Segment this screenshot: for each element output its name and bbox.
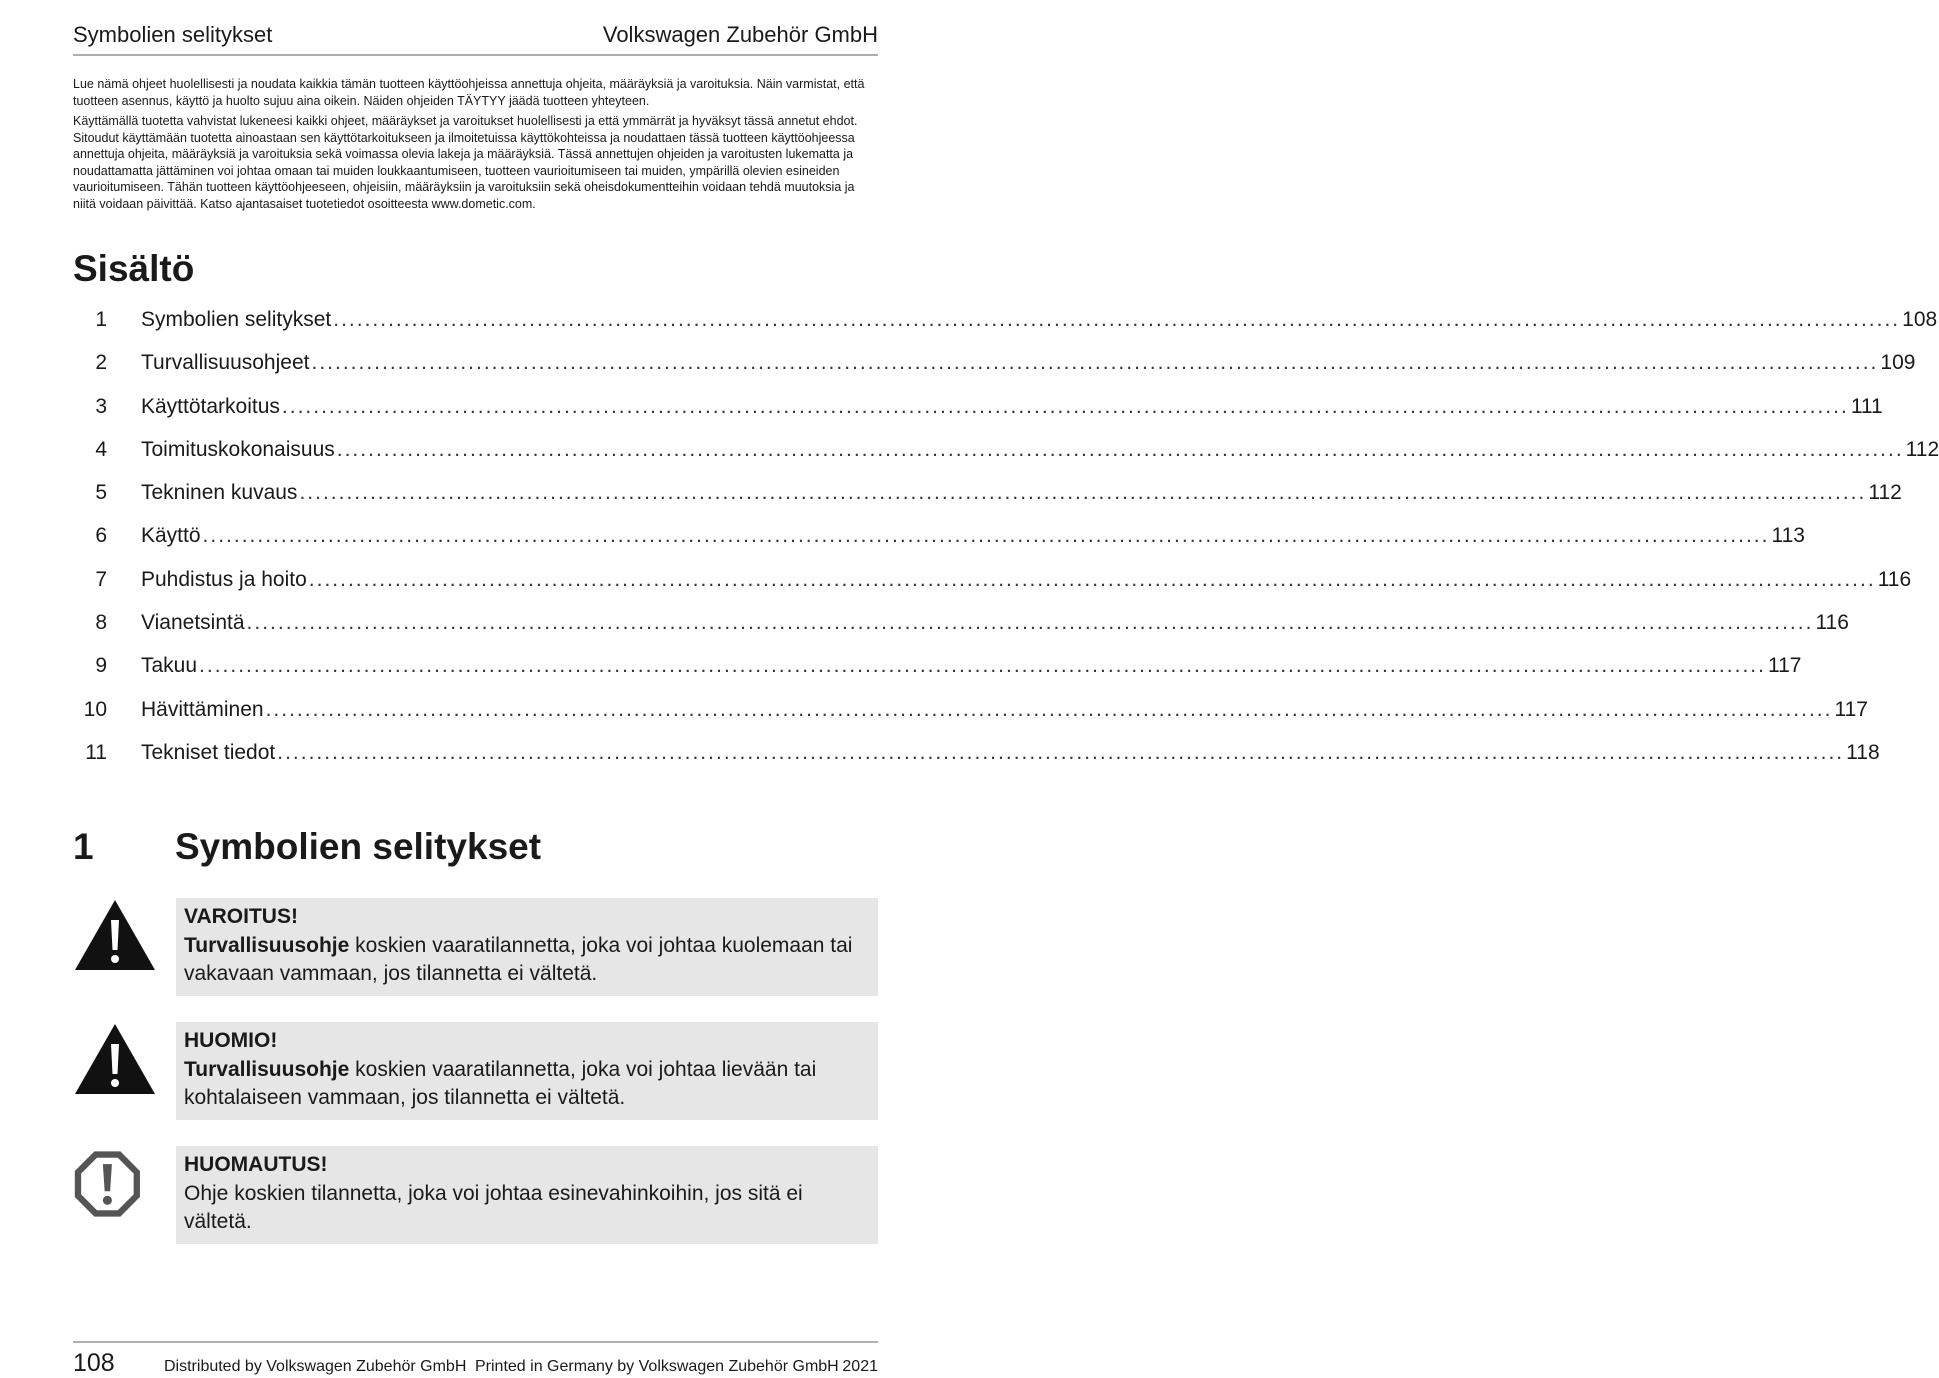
toc-leader-dots: ........................................................................................................................................................................................................ xyxy=(299,481,1867,505)
toc-item-page: 108 xyxy=(1902,308,1938,331)
toc-item[interactable] xyxy=(73,394,1883,438)
notice-text: koskien vaaratilannetta, joka voi johtaa kuolemaan tai vakavaan vammaan, jos tilannetta ei vältetä. xyxy=(184,933,853,985)
toc-item-label: Toimituskokonaisuus xyxy=(141,437,335,461)
toc-leader-dots: ........................................................................................................................................................................................................ xyxy=(308,567,1876,591)
toc-title: Sisältö xyxy=(73,248,195,289)
toc-item-number: 3 xyxy=(95,394,107,418)
notice-heading: HUOMAUTUS! xyxy=(184,1153,328,1176)
header-section-title: Symbolien selitykset xyxy=(73,22,273,47)
toc-item-number: 11 xyxy=(85,740,107,764)
toc-item-label: Vianetsintä xyxy=(141,611,245,635)
warning-box xyxy=(176,898,878,996)
toc-item[interactable] xyxy=(73,437,1939,481)
warning-triangle-icon xyxy=(73,898,157,974)
toc-item-page: 109 xyxy=(1880,351,1916,375)
intro-paragraph-2: Käyttämällä tuotetta vahvistat lukeneesi kaikki ohjeet, määräykset ja varoitukset huolellisesti ja että ymmärrät ja hyväksyt tässä annetut ehdot. Sitoudut käyttämään tuotetta ainoastaan sen käyttötarkoitukseen ja ilmoitetuissa käyttökohteissa ja noudattaen tässä tuotteen käyttöohjeessa annettuja ohjeita, määräyksiä ja varoituksia sekä voimassa olevia lakeja ja määräyksiä. Tässä annettujen ohjeiden ja varoitusten lukematta ja noudattamatta jättäminen voi johtaa omaan tai muiden loukkaantumiseen, tuotteen vaurioitumiseen tai muiden, ympärillä olevien esineiden vaurioitumiseen. Tähän tuotteen käyttöohjeeseen, ohjeisiin, määräyksiin ja varoituksiin sekä oheisdokumentteihin voidaan tehdä muutoksia ja niitä voidaan päivittää. Katso ajantasaiset tuotetiedot osoitteesta www.dometic.com. xyxy=(73,114,858,211)
toc-item-page: 112 xyxy=(1905,437,1939,461)
toc-item-page: 116 xyxy=(1815,611,1849,635)
toc-item-page: 111 xyxy=(1850,394,1883,418)
intro-text xyxy=(73,76,878,216)
notice-bold-term: Turvallisuusohje xyxy=(184,933,350,957)
toc-leader-dots: ........................................................................................................................................................................................................ xyxy=(281,394,1849,418)
toc-leader-dots: ........................................................................................................................................................................................................ xyxy=(246,611,1814,635)
toc-item-label: Hävittäminen xyxy=(141,697,264,721)
toc-item-label: Turvallisuusohjeet xyxy=(141,351,310,375)
toc-item-number: 4 xyxy=(95,437,107,461)
notice-body xyxy=(184,1180,870,1237)
toc-item-label: Takuu xyxy=(141,654,198,678)
toc-item-number: 2 xyxy=(95,351,107,375)
toc-leader-dots: ........................................................................................................................................................................................................ xyxy=(311,351,1879,375)
toc-item-label: Symbolien selitykset xyxy=(141,308,332,331)
toc-item-label: Tekniset tiedot xyxy=(141,740,276,764)
toc-item[interactable] xyxy=(73,567,1912,611)
notice-box xyxy=(176,1146,878,1244)
toc-item-number: 7 xyxy=(95,567,107,591)
toc-item[interactable] xyxy=(73,697,1868,741)
notice-bold-term: Turvallisuusohje xyxy=(184,1057,350,1081)
toc-item-page: 116 xyxy=(1877,567,1912,591)
toc-item-label: Puhdistus ja hoito xyxy=(141,567,307,591)
toc-item-label: Tekninen kuvaus xyxy=(141,481,298,505)
header-company: Volkswagen Zubehör GmbH xyxy=(602,22,878,47)
toc-leader-dots: ........................................................................................................................................................................................................ xyxy=(277,740,1845,764)
toc-item-page: 112 xyxy=(1868,481,1902,505)
toc-item[interactable] xyxy=(73,740,1880,784)
page-footer xyxy=(73,1341,878,1377)
toc-item-number: 6 xyxy=(95,524,107,548)
notice-octagon-icon xyxy=(73,1146,149,1222)
toc-leader-dots: ........................................................................................................................................................................................................ xyxy=(265,697,1833,721)
toc-item-page: 117 xyxy=(1767,654,1802,678)
toc-leader-dots: ........................................................................................................................................................................................................ xyxy=(333,308,1901,331)
toc-item-number: 8 xyxy=(95,611,107,635)
notice-text: Ohje koskien tilannetta, joka voi johtaa esinevahinkoihin, jos sitä ei vältetä. xyxy=(184,1181,803,1233)
toc-item[interactable] xyxy=(73,481,1902,524)
toc-item[interactable] xyxy=(73,654,1802,697)
footer-distributed: Distributed by Volkswagen Zubehör GmbH xyxy=(164,1358,467,1375)
section-title: Symbolien selitykset xyxy=(175,826,542,867)
toc-leader-dots: ........................................................................................................................................................................................................ xyxy=(202,524,1770,548)
notice-body xyxy=(184,1056,870,1113)
toc-item[interactable] xyxy=(73,611,1849,654)
footer-printed: Printed in Germany by Volkswagen Zubehör GmbH xyxy=(475,1358,839,1375)
toc-item-page: 113 xyxy=(1771,524,1805,548)
table-of-contents xyxy=(73,308,1939,784)
toc-item[interactable] xyxy=(73,351,1916,394)
caution-box xyxy=(176,1022,878,1120)
toc-item[interactable] xyxy=(73,524,1805,567)
toc-leader-dots: ........................................................................................................................................................................................................ xyxy=(199,654,1766,678)
toc-item-label: Käyttö xyxy=(141,524,201,548)
page-header xyxy=(73,22,878,56)
toc-item-number: 10 xyxy=(83,697,107,721)
section-number: 1 xyxy=(73,826,94,867)
intro-paragraph-1: Lue nämä ohjeet huolellisesti ja noudata kaikkia tämän tuotteen käyttöohjeissa annettuja ohjeita, määräyksiä ja varoituksia. Näin varmistat, että tuotteen asennus, käyttö ja huolto sujuu aina oikein. Näiden ohjeiden TÄYTYY jäädä tuotteen yhteyteen. xyxy=(73,77,865,108)
footer-year: 2021 xyxy=(842,1358,878,1375)
toc-item-page: 118 xyxy=(1846,740,1880,764)
toc-item-number: 1 xyxy=(95,308,107,331)
toc-item-number: 5 xyxy=(95,481,107,505)
notice-heading: VAROITUS! xyxy=(184,905,298,928)
toc-leader-dots: ........................................................................................................................................................................................................ xyxy=(336,437,1904,461)
page-number: 108 xyxy=(73,1349,115,1377)
toc-item-label: Käyttötarkoitus xyxy=(141,394,280,418)
toc-item-page: 117 xyxy=(1834,697,1868,721)
caution-triangle-icon xyxy=(73,1022,157,1098)
notice-text: koskien vaaratilannetta, joka voi johtaa lievään tai kohtalaiseen vammaan, jos tilannetta ei vältetä. xyxy=(184,1057,817,1109)
notice-heading: HUOMIO! xyxy=(184,1029,278,1052)
toc-item[interactable] xyxy=(73,308,1938,351)
toc-item-number: 9 xyxy=(95,654,107,678)
notice-body xyxy=(184,932,870,989)
